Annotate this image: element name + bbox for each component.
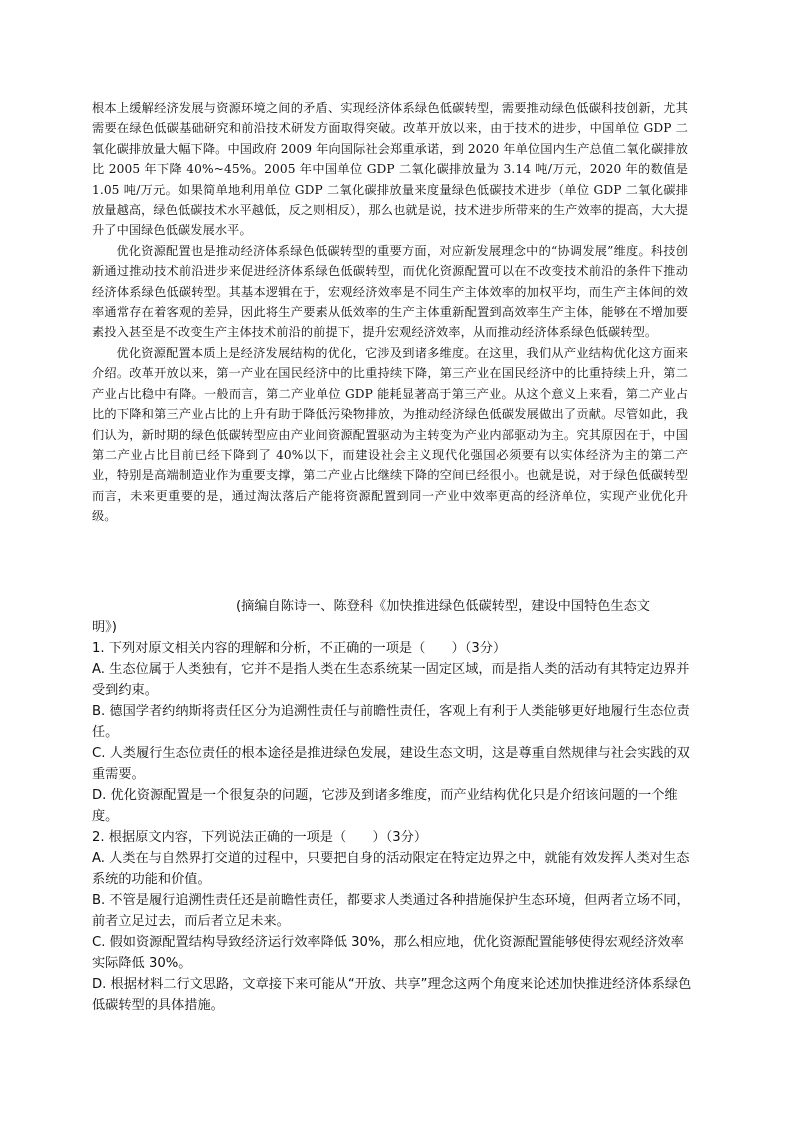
option-b: B. 德国学者约纳斯将责任区分为追溯性责任与前瞻性责任，客观上有利于人类能够更好地履行生态位责任。 — [92, 704, 690, 740]
source-citation-line-2: 明》) — [92, 620, 117, 635]
option-a: A. 人类在与自然界打交道的过程中，只要把自身的活动限定在特定边界之中，就能有效发挥人类对生态系统的功能和价值。 — [92, 851, 690, 887]
question-1 — [92, 638, 692, 827]
question-2 — [92, 827, 692, 1016]
option-a: A. 生态位属于人类独有，它并不是指人类在生态系统某一固定区域，而是指人类的活动有其特定边界并受到约束。 — [92, 662, 690, 698]
source-citation-line-1: (摘编自陈诗一、陈登科《加快推进绿色低碳转型，建设中国特色生态文 — [236, 599, 650, 614]
option-b: B. 不管是履行追溯性责任还是前瞻性责任，都要求人类通过各种措施保护生态环境，但两者立场不同，前者立足过去，而后者立足未来。 — [92, 893, 690, 929]
passage-paragraph-2: 优化资源配置也是推动经济体系绿色低碳转型的重要方面，对应新发展理念中的“协调发展”维度。科技创新通过推动技术前沿进步来促进经济体系绿色低碳转型，而优化资源配置可以在不改变技术前沿的条件下推动经济体系绿色低碳转型。其基本逻辑在于，宏观经济效率是不同生产主体效率的加权平均，而生产主体间的效率通常存在着客观的差异，因此将生产要素从低效率的生产主体重新配置到高效率生产主体，能够在不增加要素投入甚至是不改变生产主体技术前沿的前提下，提升宏观经济效率，从而推动经济体系绿色低碳转型。 — [92, 243, 688, 340]
source-citation — [92, 596, 692, 638]
question-list — [92, 638, 692, 1016]
question-stem: 1. 下列对原文相关内容的理解和分析，不正确的一项是（ ）（3分） — [92, 641, 507, 656]
reading-passage — [92, 98, 688, 527]
option-c: C. 假如资源配置结构导致经济运行效率降低 30%，那么相应地，优化资源配置能够使得宏观经济效率实际降低 30%。 — [92, 935, 684, 971]
passage-paragraph-1: 根本上缓解经济发展与资源环境之间的矛盾、实现经济体系绿色低碳转型，需要推动绿色低碳科技创新，尤其需要在绿色低碳基础研究和前沿技术研发方面取得突破。改革开放以来，由于技术的进步，中国单位 GDP 二氧化碳排放量大幅下降。中国政府 2009 年向国际社会郑重承诺，到 2020 年单位国内生产总值二氧化碳排放比 2005 年下降 40%~45%。2005 年中国单位 GDP 二氧化碳排放量为 3.14 吨/万元，2020 年的数值是 1.05 吨/万元。如果简单地利用单位 GDP 二氧化碳排放量来度量绿色低碳技术进步（单位 GDP 二氧化碳排放量越高，绿色低碳技术水平越低，反之则相反），那么也就是说，技术进步所带来的生产效率的提高，大大提升了中国绿色低碳发展水平。 — [92, 101, 688, 238]
question-stem: 2. 根据原文内容，下列说法正确的一项是（ ）（3分） — [92, 830, 428, 845]
option-c: C. 人类履行生态位责任的根本途径是推进绿色发展，建设生态文明，这是尊重自然规律与社会实践的双重需要。 — [92, 746, 690, 782]
passage-paragraph-3: 优化资源配置本质上是经济发展结构的优化，它涉及到诸多维度。在这里，我们从产业结构优化这方面来介绍。改革开放以来，第一产业在国民经济中的比重持续下降，第三产业在国民经济中的比重持续上升，第二产业占比稳中有降。一般而言，第二产业单位 GDP 能耗显著高于第三产业。从这个意义上来看，第二产业占比的下降和第三产业占比的上升有助于降低污染物排放，为推动经济绿色低碳发展做出了贡献。尽管如此，我们认为，新时期的绿色低碳转型应由产业间资源配置驱动为主转变为产业内部驱动为主。究其原因在于，中国第二产业占比目前已经下降到了 40%以下，而建设社会主义现代化强国必须要有以实体经济为主的第二产业，特别是高端制造业作为重要支撑，第二产业占比继续下降的空间已经很小。也就是说，对于绿色低碳转型而言，未来更重要的是，通过淘汰落后产能将资源配置到同一产业中效率更高的经济单位，实现产业优化升级。 — [92, 345, 688, 524]
option-d: D. 根据材料二行文思路，文章接下来可能从“开放、共享”理念这两个角度来论述加快推进经济体系绿色低碳转型的具体措施。 — [92, 977, 692, 1013]
option-d: D. 优化资源配置是一个很复杂的问题，它涉及到诸多维度，而产业结构优化只是介绍该问题的一个维度。 — [92, 788, 678, 824]
